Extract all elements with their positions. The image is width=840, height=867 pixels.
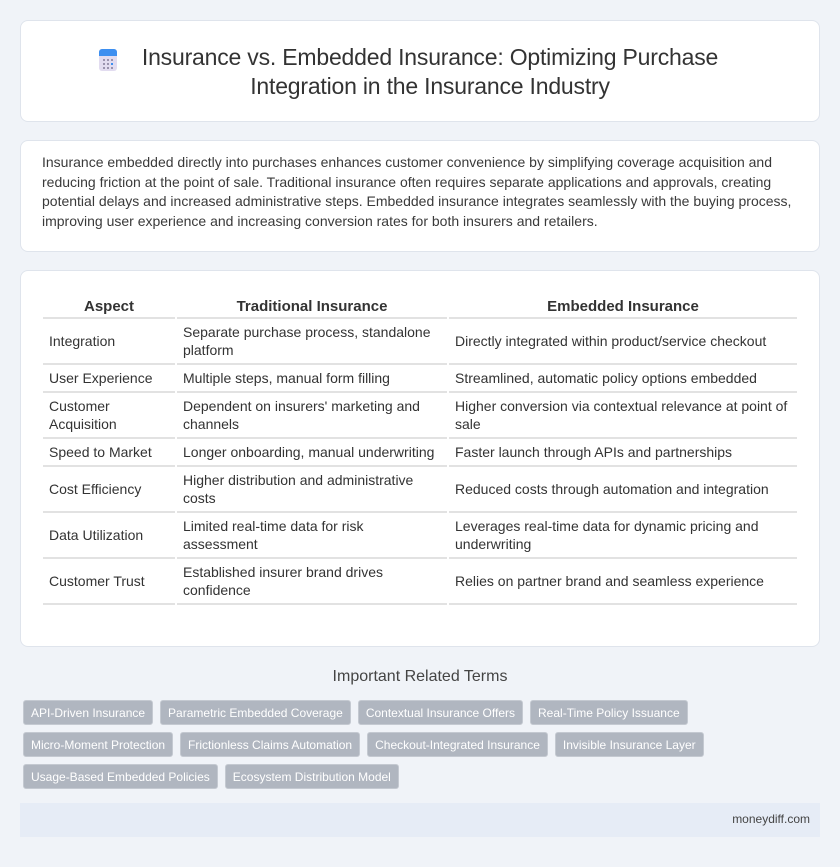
cell-aspect: Speed to Market (43, 439, 175, 467)
cell-aspect: Integration (43, 319, 175, 365)
cell-traditional: Dependent on insurers' marketing and channels (177, 393, 447, 439)
cell-traditional: Established insurer brand drives confidence (177, 559, 447, 605)
tag-api-driven-insurance[interactable]: API-Driven Insurance (23, 700, 153, 725)
tag-checkout-integrated-insurance[interactable]: Checkout-Integrated Insurance (367, 732, 548, 757)
table-row (43, 513, 797, 559)
header-embedded: Embedded Insurance (449, 295, 797, 319)
footer (20, 803, 820, 837)
table-row (43, 365, 797, 393)
cell-embedded: Higher conversion via contextual relevance at point of sale (449, 393, 797, 439)
cell-aspect: Cost Efficiency (43, 467, 175, 513)
tag-frictionless-claims-automation[interactable]: Frictionless Claims Automation (180, 732, 360, 757)
intro-card (20, 140, 820, 252)
footer-site-link[interactable]: moneydiff.com (732, 812, 810, 826)
table-header-row (43, 295, 797, 319)
tag-micro-moment-protection[interactable]: Micro-Moment Protection (23, 732, 173, 757)
page-title: Insurance vs. Embedded Insurance: Optimizing Purchase Integration in the Insurance Industry (141, 44, 719, 99)
header-aspect: Aspect (43, 295, 175, 319)
cell-embedded: Leverages real-time data for dynamic pricing and underwriting (449, 513, 797, 559)
title-card (20, 20, 820, 122)
cell-traditional: Separate purchase process, standalone platform (177, 319, 447, 365)
comparison-table (41, 295, 799, 605)
related-terms-tags (23, 700, 803, 789)
calendar-icon (99, 49, 117, 71)
cell-traditional: Multiple steps, manual form filling (177, 365, 447, 393)
comparison-card (20, 270, 820, 647)
tag-invisible-insurance-layer[interactable]: Invisible Insurance Layer (555, 732, 704, 757)
cell-embedded: Relies on partner brand and seamless experience (449, 559, 797, 605)
tag-ecosystem-distribution-model[interactable]: Ecosystem Distribution Model (225, 764, 399, 789)
cell-aspect: Customer Trust (43, 559, 175, 605)
table-row (43, 559, 797, 605)
cell-traditional: Higher distribution and administrative costs (177, 467, 447, 513)
cell-embedded: Reduced costs through automation and integration (449, 467, 797, 513)
cell-aspect: User Experience (43, 365, 175, 393)
tag-contextual-insurance-offers[interactable]: Contextual Insurance Offers (358, 700, 523, 725)
cell-aspect: Data Utilization (43, 513, 175, 559)
table-row (43, 319, 797, 365)
tag-real-time-policy-issuance[interactable]: Real-Time Policy Issuance (530, 700, 688, 725)
table-row (43, 467, 797, 513)
table-row (43, 439, 797, 467)
cell-traditional: Limited real-time data for risk assessment (177, 513, 447, 559)
tag-usage-based-embedded-policies[interactable]: Usage-Based Embedded Policies (23, 764, 218, 789)
intro-paragraph: Insurance embedded directly into purchases enhances customer convenience by simplifying coverage acquisition and reducing friction at the point of sale. Traditional insurance often requires separate applications and approvals, creating potential delays and increased administrative steps. Embedded insurance integrates seamlessly with the buying process, improving user experience and increasing conversion rates for both insurers and retailers. (42, 154, 792, 229)
header-traditional: Traditional Insurance (177, 295, 447, 319)
cell-embedded: Streamlined, automatic policy options embedded (449, 365, 797, 393)
table-row (43, 393, 797, 439)
cell-aspect: Customer Acquisition (43, 393, 175, 439)
cell-traditional: Longer onboarding, manual underwriting (177, 439, 447, 467)
cell-embedded: Directly integrated within product/service checkout (449, 319, 797, 365)
tag-parametric-embedded-coverage[interactable]: Parametric Embedded Coverage (160, 700, 351, 725)
related-terms-title: Important Related Terms (332, 668, 508, 685)
title-wrap (21, 43, 819, 101)
cell-embedded: Faster launch through APIs and partnerships (449, 439, 797, 467)
